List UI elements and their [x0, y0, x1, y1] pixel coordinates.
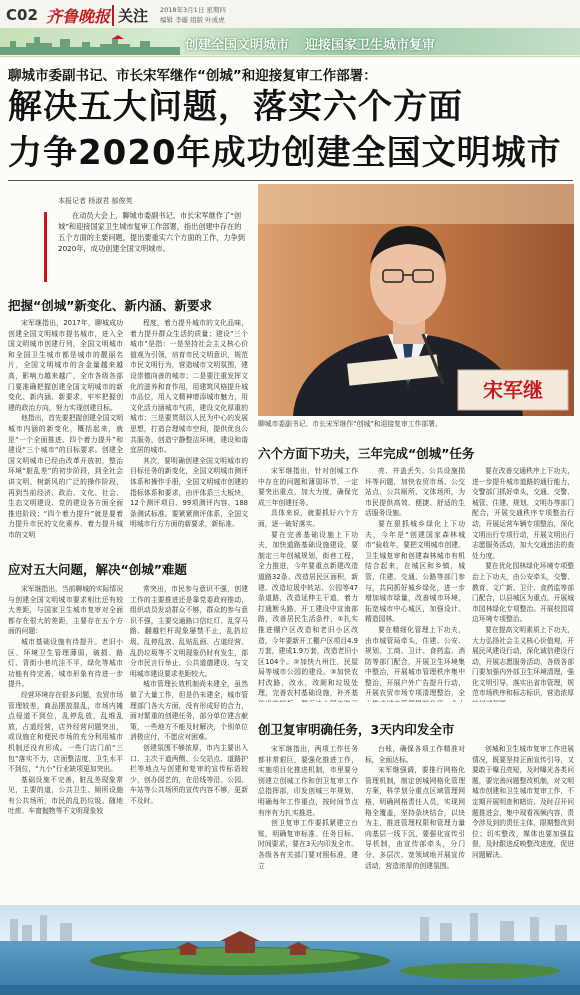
- paragraph: 常突出，市民参与意识不强，创建工作的主要推进还是靠党委政府推动，组织动员发动群众不够，群众的参与意识不强，主要交通路口信红灯、乱穿马路、翻越栏杆现象屡禁不止，乱扔垃圾、乱停乱放、乱贴乱画、占道经营、乱扔垃圾等不文明现象仍时有发生，部分市民言行举止、公共道德建设、与文明城市建设要求差距较大。: [130, 585, 248, 678]
- paper-logo: 齐鲁晚报: [46, 7, 111, 26]
- paragraph: 城市管理长效机制尚未建全，虽然做了大量工作，但是仍未建全，城市管理部门各大方面，没有形成好的合力，面对繁重的创建任务，部分单位建言献策，一些地方不能及时解决，个别单位消极应付，不愿应对困难。: [130, 680, 248, 742]
- divider: [8, 180, 573, 181]
- section-label: 关注: [112, 5, 148, 26]
- issue-date: 2018年3月1日 星期四: [160, 6, 226, 14]
- headline-line-2: 力争2020年成功创建全国文明城市: [8, 133, 562, 173]
- s1-column-1: [8, 318, 123, 546]
- subhead-2: 应对五大问题，解决“创城”难题: [8, 562, 187, 577]
- paragraph: 要在优化园林绿化环境专项整治上下功夫，由公安牵头，交警、教育、文广新、卫计、食药监等部门配合，以县城区为重点，开展城市园林绿化专项整治。开展校园周边环境专项整治。: [472, 562, 574, 624]
- paragraph: 要在狠抓城乡绿化上下功夫，今年是“创建国家森林城市”验收年，要把文明城市创建、卫生城复审和创建森林城市有机结合起来，在城区和乡镇，城管、住建、交通、公路等部门参与，共同抓好城乡绿化，进一步增加城市绿量，改善城市环境，拓宽城市中心城区，加强设计、精造园林。: [365, 519, 465, 624]
- s4-column-2: [365, 744, 465, 902]
- paragraph: 城市基础设施有待提升。老旧小区、环境卫生管理薄弱，破损、路灯、背街小巷坑洼不平，绿化等城市功能有待完善，城市形象有待进一步提升。: [8, 637, 123, 689]
- headline-kicker: 聊城市委副书记、市长宋军继作“创城”和迎接复审工作部署：: [8, 68, 377, 84]
- photo-caption: 聊城市委副书记、市长宋军继作“创城”和迎接复审工作部署。: [258, 420, 442, 428]
- paragraph: 要在提高文明素质上下功夫，大力弘扬社会主义核心价值观，开展民风建设行动，深化诚信建设行动，开展志愿服务活动，各级各部门要加强内外部卫生环境清理，强化文明引导，落实出省市管理，规范市场秩序和标志标识，营造浓厚: [472, 625, 574, 698]
- paragraph: 宋军继指出，当前聊城的实际情况与创建全国文明城市要求相比还有较大差距，与国家卫生城市复审对全面都存在很大的差距，主要存在五个方面的问题：: [8, 585, 123, 636]
- s3-column-2: [365, 466, 465, 702]
- banner-text-left: 创建全国文明城市: [185, 38, 290, 53]
- paragraph: 他指出，首先要把握创建全国文明城市内涵的新变化，概括起来，就是“一个全面推进、四个着力提升”和建设“三个城市”的目标要求。创建全国文明城市已经由改革开放初，整治环境“脏乱差”的初步阶段，到全社会讲文明、树新风的广泛的操作阶段，再到当前经济、政治、文化、社会、生态文明建设、党的建设各方面全面推进阶段；“四个着力提升”就是要着力提升市民的文化素养、着力提升城市的文明: [8, 414, 123, 539]
- s4-column-1: [258, 744, 358, 902]
- byline: 本报记者 杨淑君 郁俊英: [58, 197, 133, 205]
- paragraph: 经营环境存在很多问题，农贸市场管理较差，商品摆放混乱，市场内摊点侵道不到位，乱停乱放，乱堆乱放，占道经营，店外经营问题突出，或设施在和便民市场的充分利用城市机制还没有形成。一些门店门前“三包”落实不力，店面整洁度、卫生水平不到位，“九小”行业缺项更加突出。: [8, 690, 123, 774]
- nameplate: 宋军继: [483, 378, 543, 402]
- s3-column-3: [472, 466, 574, 702]
- paragraph: 创城和卫生城市复审工作进展情况，既要坚持正面宣传引导，又要敢于曝丑亮短，及时曝光各类问题，要完善问题整改机制，对文明城市创建和卫生城市复审工作，不定期开展明查和暗访，及时召开问题推进会，集中现看视频内容，责令涉及到的责任主体，限期整改到位；切实整改，媒体也要加强监督，及时跟进反映整改进度，促进问题解决。: [472, 745, 574, 859]
- paragraph: 其次，要明确创建全国文明城市的目标任务的新变化，全国文明城市测评体系和操作手册，全国文明城市创建的指标体系和要求，由评体系三大板块、12个测评项目、99项测评内容、188条测试标准。要紧紧测评体系，全国文明城市行方方面的新要求，新标准。: [130, 456, 248, 529]
- summary-bar: [44, 212, 47, 282]
- paragraph: 宋军继指出，针对创城工作中存在的问题和薄弱环节，一定要突出重点，加大力度，确保完成三年创建任务。: [258, 467, 358, 507]
- paragraph: 宋军继指出，2017年，聊城成功创建全国文明城市提名城市，进入全国文明城市创建行列，全国文明城市和全国卫生城市都是城市的靓丽名片，全国文明城市的含金量越来越高，影响力越来越广，全市各级各部门要准确把握创建全国文明城市的新变化、新内涵、新要求，牢牢把握创建的政治方向，努力实现创建目标。: [8, 319, 123, 412]
- s2-column-2: [130, 584, 248, 902]
- paragraph: 基础设施不完善，脏乱差现象常见，主要的道，公共卫生、厕所设施有公共场所，市民的乱扔垃圾、随地吐痰、车窗抛物等不文明现象较: [8, 775, 123, 816]
- article-summary: 在动员大会上，聊城市委副书记、市长宋军继作了“创城”和迎接国家卫生城市复审工作部署，指出创建中存在的五个方面的主要问题，提出要重实六个方面的工作，力争到2020年，成功创建全国文明城市。: [58, 211, 245, 253]
- campaign-banner: [0, 28, 580, 55]
- s4-column-3: [472, 744, 574, 902]
- city-lake-photo: [0, 905, 580, 995]
- banner-text-right: 迎接国家卫生城市复审: [305, 38, 436, 53]
- paragraph: 宋军继指出，两项工作任务都非常艰巨，要强化推进工作，实施项目化推进机制，市里要分别建立创城工作和创卫复审工作总指挥部，印发创城三年规划，明确每年工作重点，按时间节点有序有力扎实推进。: [258, 745, 358, 817]
- s3-column-1: [258, 466, 358, 702]
- paragraph: 亮、井盖丢失、公共设施损坏等问题，加快农贸市场、公交站点、公共厕所、文体场所，为市民提供高效、便捷、舒适的生活服务设施。: [365, 467, 465, 518]
- headline-line-1: 解决五大问题，落实六个方面: [8, 87, 463, 127]
- cityscape-illustration: [0, 905, 580, 995]
- s1-column-2: [130, 318, 248, 546]
- page-number: C02: [6, 6, 38, 24]
- s2-column-1: [8, 584, 123, 902]
- skyline-illustration: [0, 33, 180, 55]
- subhead-4: 创卫复审明确任务，3天内印发全市: [258, 722, 455, 737]
- paragraph: 要在完善基础设施上下功夫，加快道路基础设施建设，要制定三年创城规划，街巷工程，全力推进，今年要重点新建改造道路32条、改造居民区面积，新建、改造垃圾中转站、公园等47条道路，改造延伸主干道，着力打通断头路，开工建设中宣南部路，改善居民生活条件，①扎实推进棚户区改造和老旧小区改造，今年要新开工棚户区项目4.9万套，建成1.9万套，改造老旧小区104个。②加快九州注，民屋局等城市公园的建设。③加快农村改路，改水，改厕和垃圾处理，完善农村基础设施，补齐基: [258, 530, 358, 698]
- paragraph: 要在改善交通秩序上下功夫，进一步提升城市道路的通行能力，交警部门抓好牵头，交通、交警、城管、住建、规划、文明办等部门配合，开展交通秩序专项整治行动，开展运营车辆专项整治，深化文明出行专项行动，开展文明出行志愿服务活动，加大交通违法的查处力度。: [472, 467, 574, 560]
- paragraph: 程度，着力提升城市的文化品味，着力提升群众生活的质量；建设“三个城市”是指：一是坚持社会主义核心价值观为引领，培育市民文明意识，规范市民文明行为，营造城市文明氛围，建设崇德向善的城市；二是要注重发挥文化的滋养和育作用，用建筑风格提升城市品位，用人文精神增添城市魅力，用文化活力涵城市气质，建设文化厚重的城市；三是要贯彻以人民为中心的发展思想，打造合理城市空间，提供优良公共服务，创造宁静整洁环境，建设和谐宜居的城市。: [130, 319, 248, 455]
- paragraph: 要在精细化管理上下功夫，由市城管局牵头，住建、公安、规划、工商、卫计、食药监、消防等部门配合，开展卫生环境集中整治，开展城市管理秩序集中整治，开展户外广告提升行动，开展农贸市场专项清理整治，全: [365, 625, 465, 698]
- paragraph: 创建氛围不够浓厚，市内主要出入口、主次干道两侧、公交站点、道路护栏等地点与创建和复审的宣传标语较少，创办园艺的，在沿线等沿、公园、车站等公共场所的宣传内容不够，更新不及时。: [130, 743, 248, 805]
- paragraph: 创卫复审工作要抓紧建立台账，明确复审标准、任务目标、时间要求，要在3天内印发全市。各级各有关部门要对照标准，建立: [258, 819, 358, 870]
- speaker-photo: [258, 184, 574, 416]
- paragraph: 具体来说，就要抓好六个方面，逐一破好落实。: [258, 509, 358, 528]
- subhead-3: 六个方面下功夫，三年完成“创城”任务: [258, 446, 475, 461]
- editors: 编辑 李璇 组版 叶成虎: [160, 16, 225, 24]
- subhead-1: 把握“创城”新变化、新内涵、新要求: [8, 298, 212, 313]
- paragraph: 台账，确保各项工作精准对标，全面达标。: [365, 745, 465, 764]
- paragraph: 宋军继强调，要推行网格化管理机制，制定创城网格化管理方案，科学划分重点区域管理网格，明确网格责任人员，实现网格全覆盖，坚持条块结合，以块为主，推进管理权限和管理力量向基层一线下沉，要强化宣传引导机制，由宣传部牵头，分门分、多层次、宽领域地开展宣传活动，营造浓厚的创建氛围。: [365, 766, 465, 870]
